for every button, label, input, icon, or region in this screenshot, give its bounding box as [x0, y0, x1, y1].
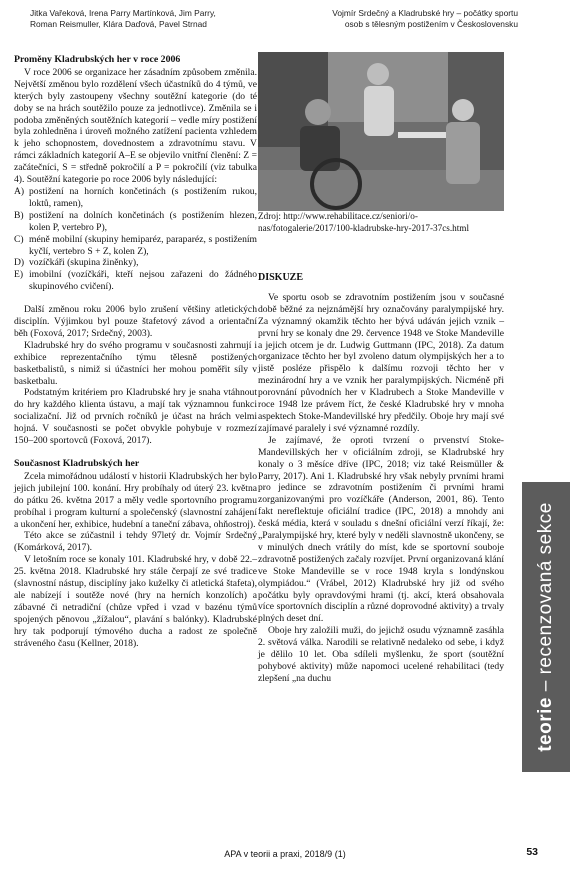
list-item — [14, 234, 257, 258]
section-sidebar-tab — [522, 482, 570, 772]
header-authors-line-1: Jitka Vařeková, Irena Parry Martínková, Jim Parry, — [30, 8, 216, 18]
photo-illustration — [258, 52, 504, 211]
paragraph: Zcela mimořádnou událostí v historii Kladrubských her bylo jejich jubilejní 100. konání. Hry probíhaly od úterý 23. května do pátku 26. května 2017 a měly vedle sportovního programu probíhal i program kulturní a společenský (slavnostní zahájení a ukončení her, exhibice, hudební a taneční zábava, ohňostroj). — [14, 470, 257, 530]
list-text: méně mobilní (skupiny hemiparéz, paraparéz, s postižením kyčlí, vertebro S + Z, kolen Z), — [29, 233, 257, 257]
list-text: postižení na horních končetinách (s postižením rukou, loktů, ramen), — [29, 185, 257, 209]
right-column — [258, 52, 504, 685]
section-heading-2006: Proměny Kladrubských her v roce 2006 — [14, 54, 181, 65]
paragraph: Podstatným kritériem pro Kladrubské hry je snaha vtáhnout do hry každého klienta ústavu, a mají tak významnou funkci socializační. Již od prvních ročníků je účast na hrách velmi hojná. V současnosti se počet obvykle pohybuje v rozmezí 150–200 sportovců (Foxová, 2017). — [14, 387, 257, 447]
list-marker: E) — [14, 269, 24, 281]
paragraph: Kladrubské hry do svého programu v současnosti zahrnují i exhibice reprezentačního týmu tělesně postižených basketbalistů, s nimiž si účastníci her mohou poměřit síly v basketbalu. — [14, 339, 257, 387]
paragraph: Oboje hry založili muži, do jejichž osudu významně zasáhla 2. světová válka. Narodili se relativně nedaleko od sebe, i když je dělilo 10 let. Oba sdíleli myšlenku, že sport (soutěžní pohybové aktivity) může napomoci ucelené rehabilitaci (tedy zlepšení „na duchu — [258, 625, 504, 684]
spacer — [14, 293, 257, 304]
sidebar-label — [535, 502, 557, 752]
list-marker: C) — [14, 233, 24, 245]
left-column — [14, 52, 257, 650]
photo-caption: Zdroj: http://www.rehabilitace.cz/seniori/o-nas/fotogalerie/2017/100-kladrubske-hry-2017-37cs.html — [258, 211, 470, 233]
list-marker: B) — [14, 209, 24, 221]
paragraph: Další změnou roku 2006 bylo zrušení většiny atletických disciplín. Výjimkou byl pouze štafetový závod a orientační běh (Foxová, 2017; Srdečný, 2003). — [14, 304, 257, 339]
category-list — [14, 186, 257, 293]
paragraph: Je zajímavé, že oproti tvrzení o prvenství Stoke-Mandevillských her v oficiálním zdroji, se Kladrubské hry konaly o 3 měsíce dříve (IPC, 2018; viz také Reismüller & Parry, 2017). Ani 1. Kladrubské hry však nebyly prvními hrami pro jedince se zdravotním postižením či prvními hrami zorganizovanými pro vozíčkáře (Anderson, 2001, 86). Tento fakt nereflektuje oficiální tradice (IPC, 2018) a mnohdy ani česká média, která v souladu s dnešní oficiální verzí říkají, že: „Paralympijské hry, které byly v neděli slavnostně ukončeny, se v minulých dnech vrátily do míst, kde se sportovní souboje zdravotně postižených začaly rozvíjet. První organizovaná klání ve Stoke Mandeville se v roce 1948 kryla s londýnskou olympiádou.“ (Vrábel, 2012) Kladrubské hry již od svého počátku byly opravdovými hrami (tj. akcí, která obsahovala více sportovních disciplín a různé doprovodné aktivity) a trvaly plných deset dní. — [258, 434, 504, 625]
header-title-line-2: osob s tělesným postižením v Československu — [344, 18, 518, 29]
list-item — [14, 186, 257, 210]
event-photo — [258, 52, 504, 211]
list-item — [14, 269, 257, 293]
page-number: 53 — [526, 846, 538, 858]
sidebar-label-bold: teorie — [535, 697, 556, 752]
header-title-line-1: Vojmír Srdečný a Kladrubské hry – počátky sportu — [332, 8, 518, 18]
sidebar-label-dash: – — [535, 674, 556, 698]
list-marker: D) — [14, 257, 25, 269]
paragraph: V roce 2006 se organizace her zásadním způsobem změnila. Největší změnou bylo rozdělení všech účastníků do 4 týmů, ve kterých byly zastoupeny všechny soutěžní kategorie (do té doby se na hrách soutěžilo pouze za jednotlivce). Změnila se i podoba změněných soutěžních kategorií – vedle míry postižení byla zohledněna i úroveň možného zatížení pacienta vzhledem k jeho schopnostem, dovednostem a zdravotnímu stavu. V rámci základních kategorií A–E se objevilo vnitřní členění: Z = začátečníci, S = středně pokročilí a P = pokročilí (viz tabulka 4). Soutěžní kategorie po roce 2006 byly následující: — [14, 66, 257, 186]
list-marker: A) — [14, 185, 25, 197]
paragraph: Této akce se zúčastnil i tehdy 97letý dr. Vojmír Srdečný (Komárková, 2017). — [14, 530, 257, 554]
footer-journal: APA v teorii a praxi, 2018/9 (1) — [224, 849, 346, 859]
section-heading-discussion: DISKUZE — [258, 272, 304, 283]
list-item — [14, 257, 257, 269]
section-heading-present: Současnost Kladrubských her — [14, 458, 140, 469]
list-text: vozíčkáři (skupina žiněnky), — [29, 257, 139, 269]
spacer — [258, 234, 504, 272]
header-authors-line-2: Roman Reismuller, Klára Daďová, Pavel Strnad — [30, 18, 207, 29]
header-authors — [30, 8, 216, 29]
list-item — [14, 210, 257, 234]
header-article-title — [332, 8, 518, 29]
list-text: postižení na dolních končetinách (s postižením hlezen, kolen P, vertebro P), — [29, 209, 257, 233]
paragraph: V letošním roce se konaly 101. Kladrubské hry, v době 22.–25. května 2018. Kladrubské hry stále čerpají ze své tradice (slavnostní nástup, disciplíny jako kuželky či atletická štafeta), ale nabízejí i soutěže nové (hry na herních konzolích) a zábavné či netradiční (chůze vpřed i vzad v bazénu týmů spojených pěnovou „žížalou“, plavání s balónky). Kladrubské hry tak podporují týmového ducha a radost ze společně stráveného času (Kellner, 2018). — [14, 554, 257, 649]
sidebar-label-rest: recenzovaná sekce — [535, 502, 556, 675]
list-text: imobilní (vozíčkáři, kteří nejsou zařazeni do žádného skupinového cvičení). — [29, 269, 257, 293]
paragraph: Ve sportu osob se zdravotním postižením jsou v současné době běžné za nejznámější hry označovány paralympijské hry. Za významný okamžik těchto her bývá udáván jejich vznik – první hry se konaly dne 29. července 1948 ve Stoke Mandeville a jejich otcem je dr. Ludwig Guttmann (IPC, 2018). Za datum organizace těchto her byl zvoleno datum olympijských her a to jistě posléze přispělo k dalšímu rozvoji těchto her v mezinárodní hry a ve vznik her paralympijských. Nicméně při porovnání původních her v Kladrubech a Stoke Mandeville v roce 1948 lze právem říct, že české Kladrubské hry v mnoha aspektech Stoke-Mandevillské hry předčily. Oboje hry mají své zajímavé paralely i své významné rozdíly. — [258, 291, 504, 434]
